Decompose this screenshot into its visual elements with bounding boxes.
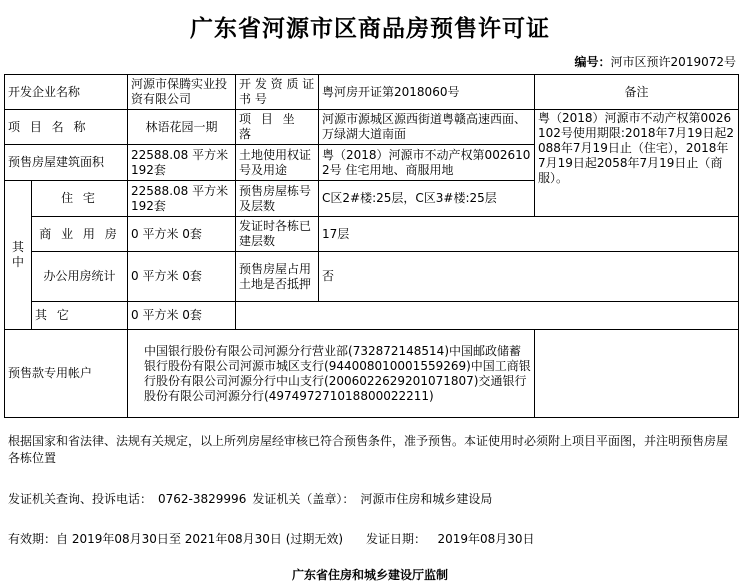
number-label: 编号： bbox=[574, 55, 611, 69]
phone-label: 发证机关查询、投诉电话： bbox=[8, 492, 153, 506]
mortgage-value: 否 bbox=[319, 252, 739, 302]
number-value: 河市区预许2019072号 bbox=[610, 55, 736, 69]
building-no-value: C区2#楼:25层，C区3#楼:25层 bbox=[319, 181, 535, 217]
commercial-label: 商 业 用 房 bbox=[32, 217, 128, 252]
qizhong-label: 其 中 bbox=[5, 181, 32, 330]
validity-line bbox=[8, 530, 535, 547]
office-value: 0 平方米 0套 bbox=[128, 252, 236, 302]
qualification-value: 粤河房开证第2018060号 bbox=[319, 75, 535, 110]
office-label: 办公用房统计 bbox=[32, 252, 128, 302]
land-cert-value: 粤（2018）河源市不动产权第0026102号 住宅用地、商服用地 bbox=[319, 145, 535, 181]
issue-date-label: 发证日期： bbox=[365, 532, 426, 546]
project-location-label: 项 目 坐 落 bbox=[236, 110, 319, 145]
other-label: 其 它 bbox=[32, 302, 128, 330]
validity-to: 2021年08月30日 bbox=[184, 532, 282, 546]
validity-expired-note: (过期无效) bbox=[285, 532, 344, 546]
certificate-title: 广东省河源市区商品房预售许可证 bbox=[190, 15, 550, 42]
phone-value: 0762-3829996 bbox=[158, 492, 247, 506]
other-blank bbox=[236, 302, 739, 330]
account-value: 中国银行股份有限公司河源分行营业部(732872148514)中国邮政储蓄银行股份有限公司河源市城区支行(944008010001559269)中国工商银行股份有限公司河源分行中山支行(2006022629201071807)交通银行股份有限公司河源分行(497497271018800022211) bbox=[128, 330, 535, 418]
project-name-label: 项 目 名 称 bbox=[5, 110, 128, 145]
contact-line bbox=[8, 490, 498, 507]
mortgage-label: 预售房屋占用土地是否抵押 bbox=[236, 252, 319, 302]
authority-label: 发证机关（盖章）： bbox=[252, 492, 355, 506]
validity-from: 2019年08月30日 bbox=[71, 532, 169, 546]
certificate-table bbox=[4, 74, 739, 418]
developer-label: 开发企业名称 bbox=[5, 75, 128, 110]
validity-to-label: 至 bbox=[168, 532, 181, 546]
remarks-value: 粤（2018）河源市不动产权第0026102号使用期限:2018年7月19日起2088年7月19日止（住宅），2018年7月19日起2058年7月19日止（商服）。 bbox=[535, 110, 739, 217]
building-no-label: 预售房屋栋号及层数 bbox=[236, 181, 319, 217]
certificate-number bbox=[575, 53, 736, 70]
account-label: 预售款专用帐户 bbox=[5, 330, 128, 418]
qualification-label: 开 发 资 质 证 书 号 bbox=[236, 75, 319, 110]
other-value: 0 平方米 0套 bbox=[128, 302, 236, 330]
account-blank bbox=[535, 330, 739, 418]
remarks-label: 备注 bbox=[535, 75, 739, 110]
floors-built-label: 发证时各栋已建层数 bbox=[236, 217, 319, 252]
developer-value: 河源市保腾实业投资有限公司 bbox=[128, 75, 236, 110]
legal-note: 根据国家和省法律、法规有关规定，以上所列房屋经审核已符合预售条件，准予预售。本证使用时必须附上项目平面图，并注明预售房屋各栋位置 bbox=[8, 434, 729, 465]
issue-date-value: 2019年08月30日 bbox=[437, 532, 535, 546]
commercial-value: 0 平方米 0套 bbox=[128, 217, 236, 252]
authority-value: 河源市住房和城乡建设局 bbox=[360, 492, 493, 506]
presale-area-value: 22588.08 平方米 192套 bbox=[128, 145, 236, 181]
validity-label: 有效期：自 bbox=[8, 532, 69, 546]
residential-label: 住 宅 bbox=[32, 181, 128, 217]
residential-value: 22588.08 平方米 192套 bbox=[128, 181, 236, 217]
presale-area-label: 预售房屋建筑面积 bbox=[5, 145, 128, 181]
project-name-value: 林语花园一期 bbox=[128, 110, 236, 145]
land-cert-label: 土地使用权证号及用途 bbox=[236, 145, 319, 181]
project-location-value: 河源市源城区源西街道粤赣高速西面、万绿湖大道南面 bbox=[319, 110, 535, 145]
floors-built-value: 17层 bbox=[319, 217, 739, 252]
supervisor-footer: 广东省住房和城乡建设厅监制 bbox=[291, 568, 448, 582]
